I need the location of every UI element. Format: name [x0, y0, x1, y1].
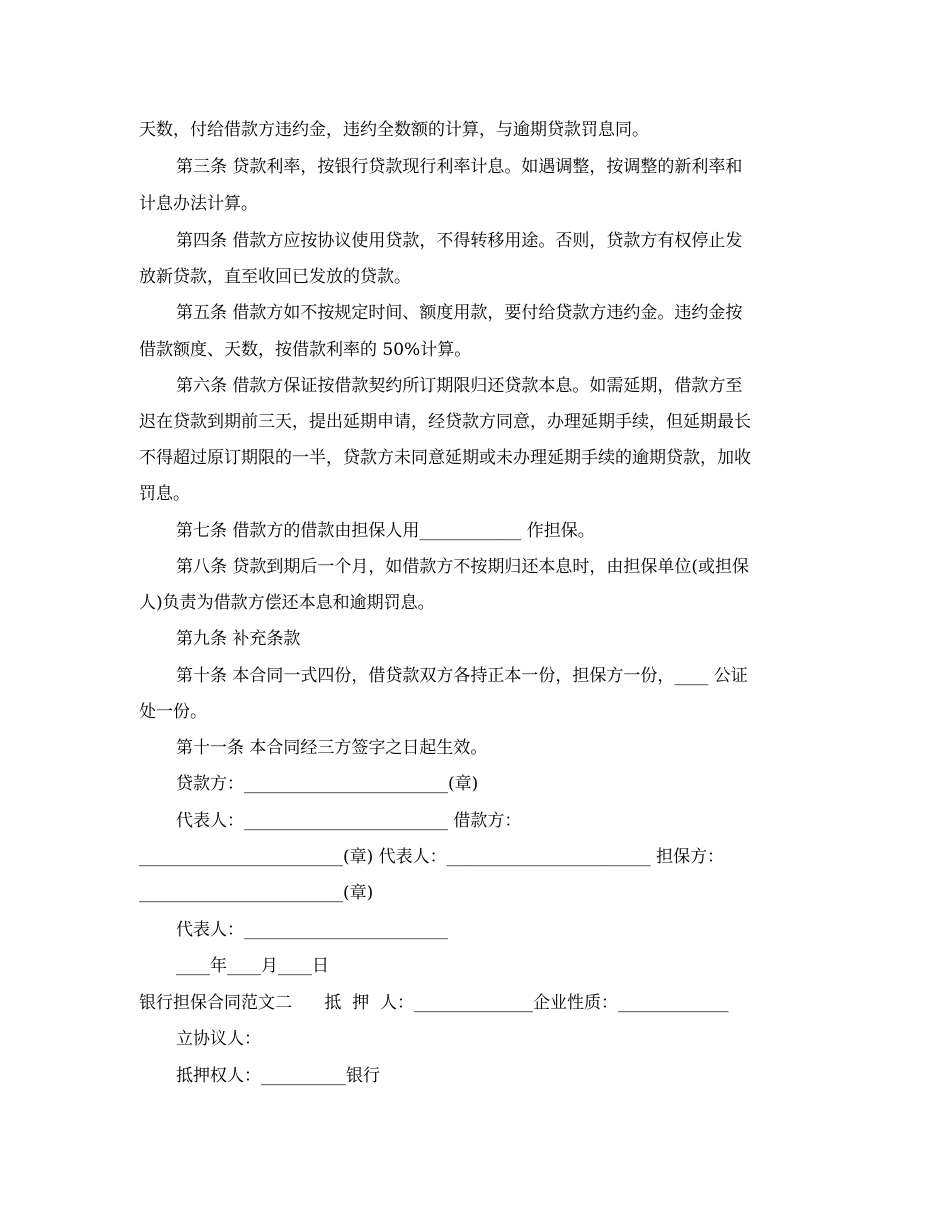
paragraph-line: 人)负责为借款方偿还本息和逾期罚息。 [139, 593, 435, 613]
paragraph-line: 计息办法计算。 [139, 194, 258, 214]
article-11: 第十一条 本合同经三方签字之日起生效。 [176, 738, 488, 758]
article-7: 第七条 借款方的借款由担保人用____________ 作担保。 [176, 521, 595, 541]
article-3: 第三条 贷款利率，按银行贷款现行利率计息。如遇调整，按调整的新利率和 [176, 157, 743, 177]
paragraph-line: 罚息。 [139, 484, 190, 504]
representative-line: 代表人：________________________ [176, 920, 448, 940]
paragraph-line: 处一份。 [139, 702, 207, 722]
representative-line: 代表人：________________________ 借款方： [176, 811, 522, 831]
paragraph-line: 天数，付给借款方违约金，违约全数额的计算，与逾期贷款罚息同。 [139, 120, 649, 140]
paragraph-line: 放新贷款，直至收回已发放的贷款。 [139, 267, 411, 287]
article-5: 第五条 借款方如不按规定时间、额度用款，要付给贷款方违约金。违约金按 [176, 303, 743, 323]
article-6: 第六条 借款方保证按借款契约所订期限归还贷款本息。如需延期，借款方至 [176, 376, 743, 396]
agreement-party-line: 立协议人： [176, 1029, 261, 1049]
paragraph-line: 不得超过原订期限的一半，贷款方未同意延期或未办理延期手续的逾期贷款，加收 [139, 448, 751, 468]
paragraph-line: 借款额度、天数，按借款利率的 50%计算。 [139, 340, 472, 360]
mortgagee-line: 抵押权人：__________银行 [176, 1066, 380, 1086]
article-8: 第八条 贷款到期后一个月，如借款方不按期归还本息时，由担保单位(或担保 [176, 557, 750, 577]
paragraph-line: 迟在贷款到期前三天，提出延期申请，经贷款方同意，办理延期手续，但延期最长 [139, 412, 751, 432]
article-4: 第四条 借款方应按协议使用贷款，不得转移用途。否则，贷款方有权停止发 [176, 231, 743, 251]
lender-signature-line: 贷款方：________________________(章) [176, 774, 479, 794]
signature-line: ________________________(章) [139, 883, 374, 903]
article-9: 第九条 补充条款 [176, 629, 301, 649]
template-two-heading: 银行担保合同范文二 抵 押 人：______________企业性质：_____________ [139, 993, 729, 1013]
article-10: 第十条 本合同一式四份，借贷款双方各持正本一份，担保方一份，____ 公证 [176, 666, 748, 686]
date-line: ____年____月____日 [176, 956, 329, 976]
signature-line: ________________________(章) 代表人：________________________ 担保方： [139, 847, 725, 867]
